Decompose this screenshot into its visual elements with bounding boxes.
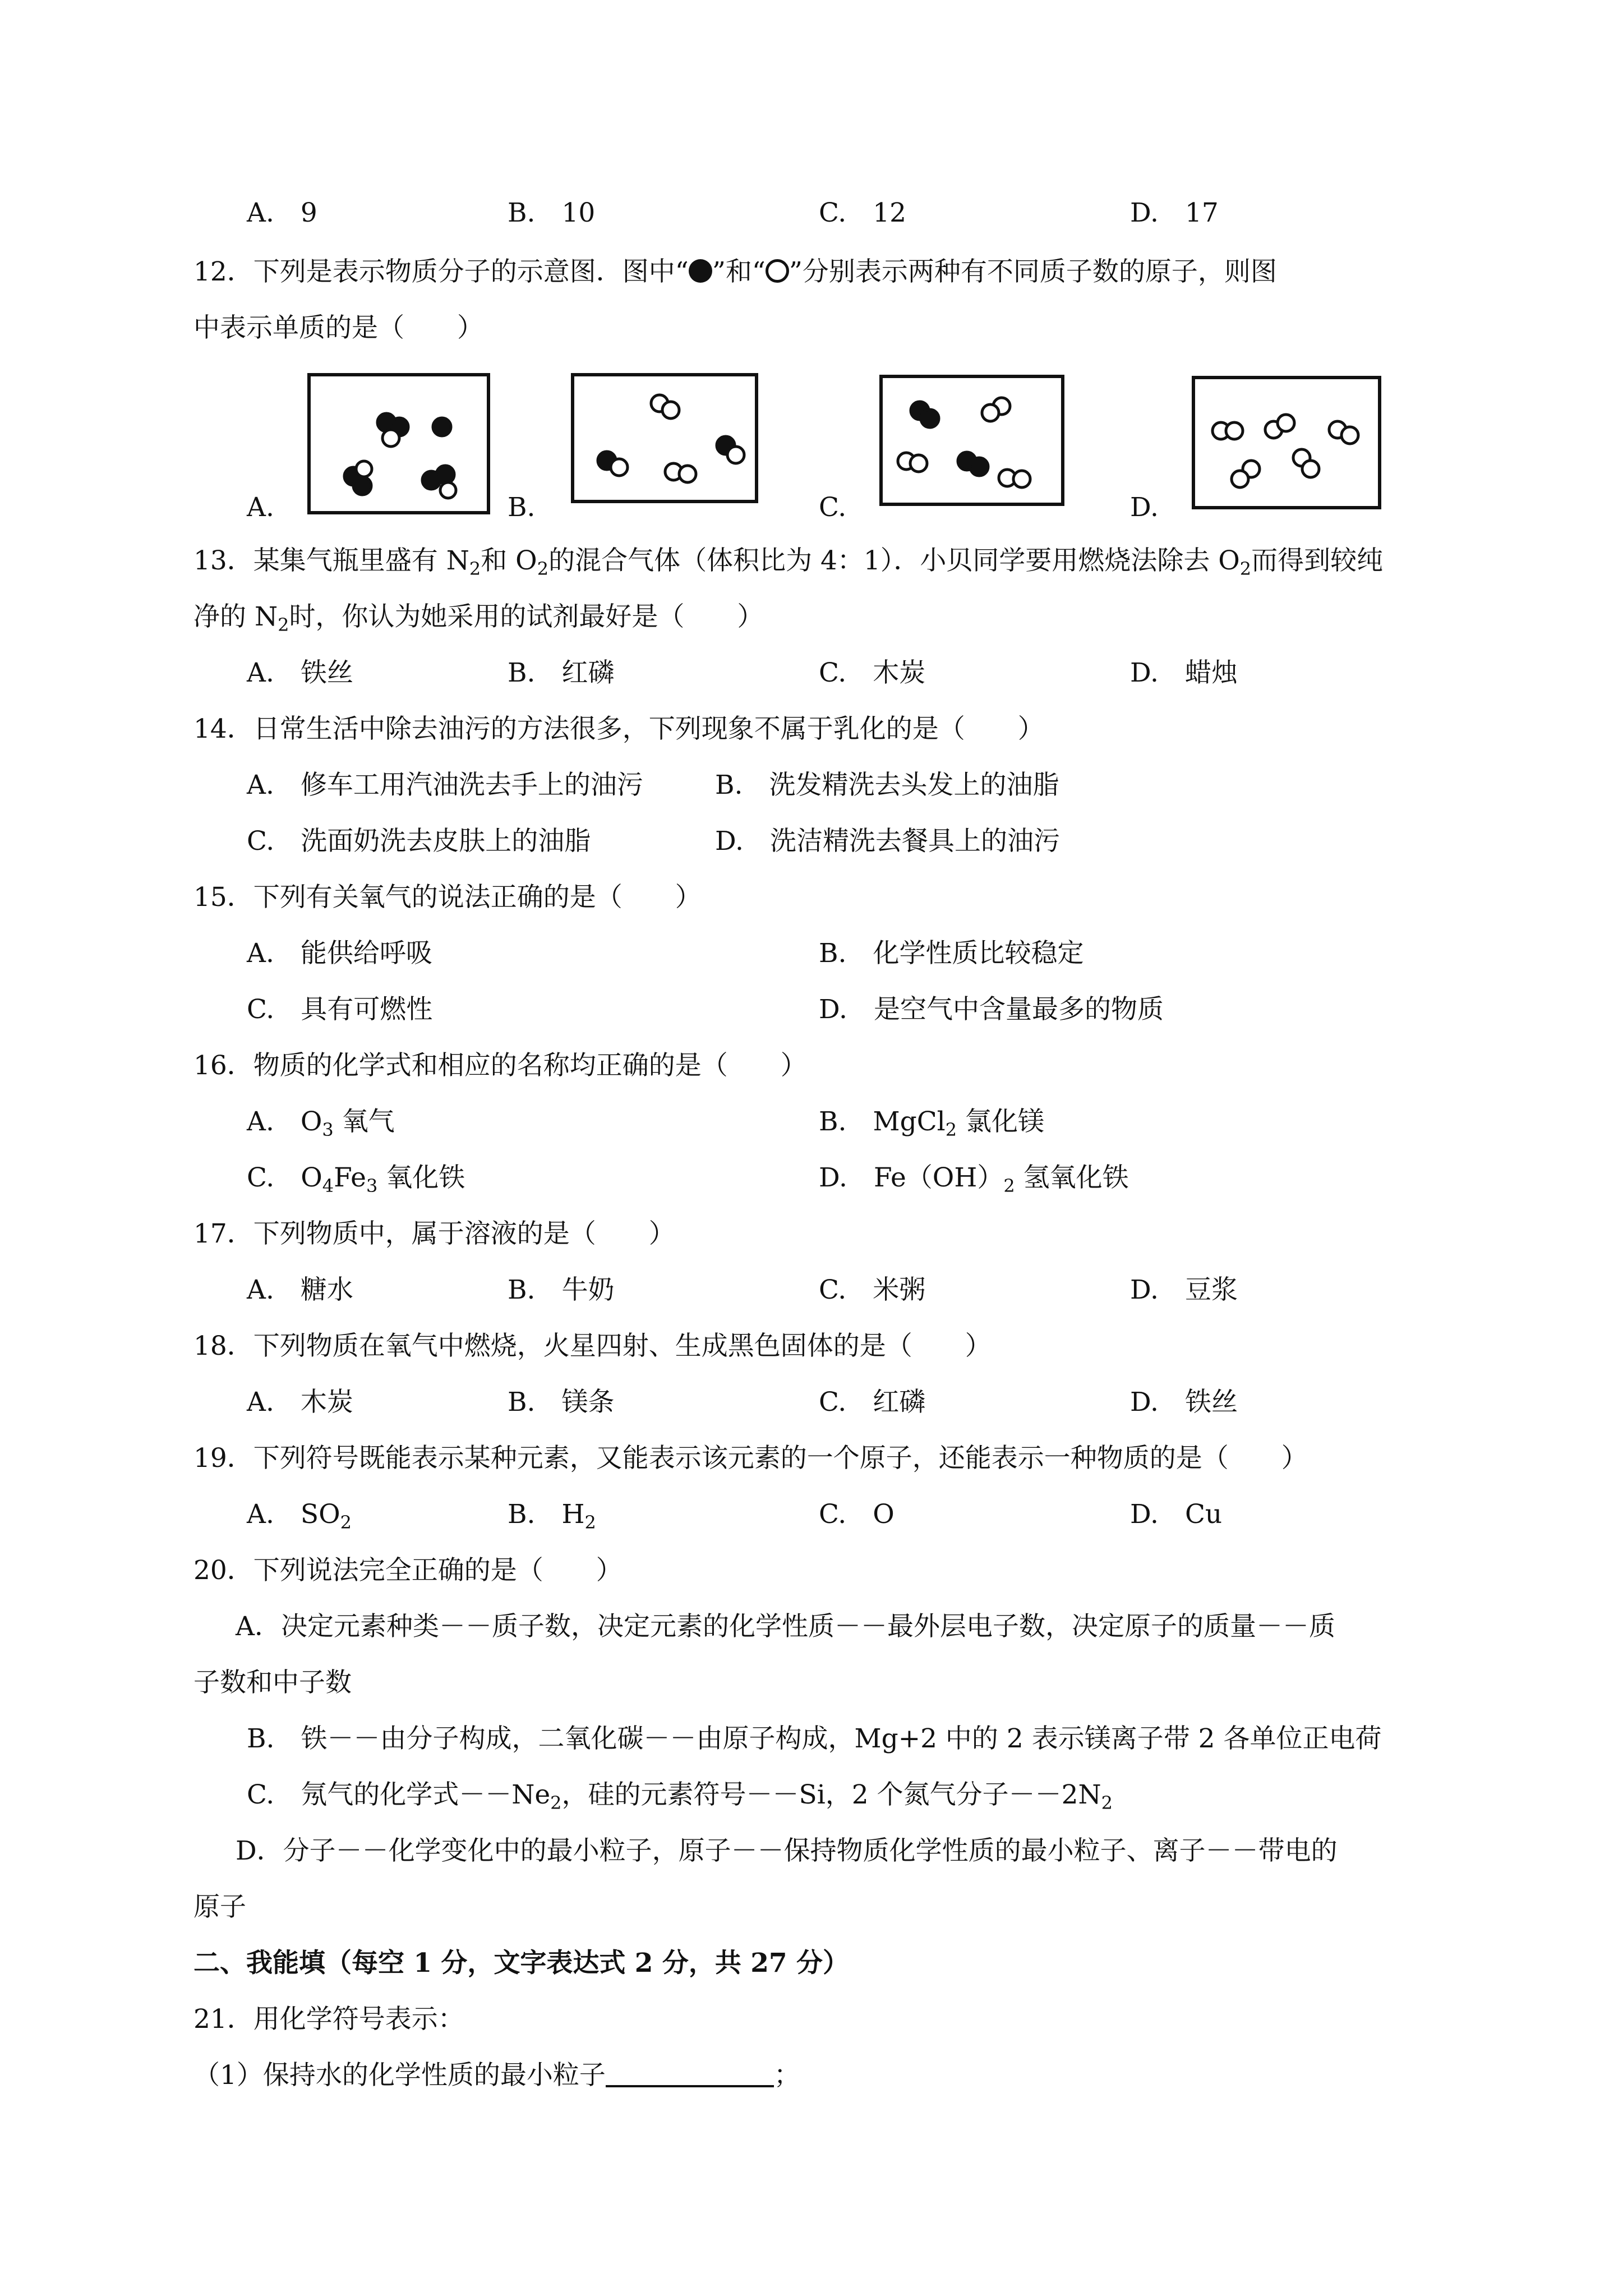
q16-options-row2 [0,1158,1623,1198]
q12-stem-part3: ”分别表示两种有不同质子数的原子，则图 [789,256,1277,287]
q20-option-d-line2: 原子 [193,1892,246,1922]
q18-option-d: D. 铁丝 [1130,1387,1238,1418]
q14-option-c: C. 洗面奶洗去皮肤上的油脂 [247,826,591,857]
q12-stem-line2: 中表示单质的是（ ） [193,312,483,343]
q17-option-a: A. 糖水 [247,1274,353,1305]
q16-option-c: C. $O_4Fe_3$ 氧化铁 [247,1162,465,1197]
q16-stem: 16．物质的化学式和相应的名称均正确的是（ ） [193,1050,807,1081]
q15-options-row1 [0,934,1623,973]
q20-option-a-line1: A．决定元素种类－－质子数，决定元素的化学性质－－最外层电子数，决定原子的质量－－质 [236,1611,1335,1642]
q14-options-row1 [0,766,1623,805]
q15-option-b: B. 化学性质比较稳定 [819,938,1084,969]
q11-option-c: C. 12 [819,197,907,228]
q12-option-label-c: C. [819,492,847,523]
q11-options [0,194,1623,233]
molecule-diagram-d [1195,379,1378,506]
q15-option-d: D. 是空气中含量最多的物质 [819,994,1164,1025]
q12-stem-line1 [0,252,1623,292]
q12-option-label-a: A. [247,492,274,523]
q15-option-c: C. 具有可燃性 [247,994,433,1025]
filled-circle-icon [689,259,712,283]
q17-option-b: B. 牛奶 [508,1274,615,1305]
q12-diagram-c [879,375,1064,506]
q17-option-c: C. 米粥 [819,1274,926,1305]
molecule-diagram-b [574,376,755,500]
answer-blank[interactable] [606,2056,774,2087]
q21-item1: （1）保持水的化学性质的最小粒子 ； [0,2056,1623,2095]
q11-option-a: A. 9 [247,197,317,228]
q12-stem-part1: 12．下列是表示物质分子的示意图．图中“ [193,256,689,287]
q15-options-row2 [0,990,1623,1029]
q18-option-c: C. 红磷 [819,1387,926,1418]
q12-stem-part2: ”和“ [712,256,766,287]
q20-option-b: B. 铁－－由分子构成，二氧化碳－－由原子构成，Mg+2 中的 2 表示镁离子带 2 各单位正电荷 [247,1723,1382,1754]
q18-option-b: B. 镁条 [508,1387,615,1418]
section-heading: 二、我能填（每空 1 分，文字表达式 2 分，共 27 分） [193,1948,849,1978]
q19-options [0,1495,1623,1534]
q15-option-a: A. 能供给呼吸 [247,938,432,969]
q14-options-row2 [0,822,1623,861]
q21-stem: 21．用化学符号表示： [193,2004,464,2035]
q13-option-d: D. 蜡烛 [1130,657,1238,688]
q18-stem: 18．下列物质在氧气中燃烧，火星四射、生成黑色固体的是（ ） [193,1331,992,1361]
q18-options [0,1383,1623,1422]
q17-options [0,1271,1623,1310]
q13-options [0,654,1623,693]
q20-stem: 20．下列说法完全正确的是（ ） [193,1555,623,1586]
q13-option-c: C. 木炭 [819,657,926,688]
q13-stem-line2: 净的 $N_2$时，你认为她采用的试剂最好是（ ） [193,601,764,636]
q12-diagram-b [571,373,758,503]
q13-option-a: A. 铁丝 [247,657,353,688]
q12-diagram-d [1192,376,1381,509]
q11-option-b: B. 10 [508,197,596,228]
q14-stem: 14．日常生活中除去油污的方法很多，下列现象不属于乳化的是（ ） [193,714,1044,744]
q16-option-a: A. $O_3$ 氧气 [247,1106,395,1140]
q19-stem: 19．下列符号既能表示某种元素，又能表示该元素的一个原子，还能表示一种物质的是（ ） [193,1443,1308,1474]
q17-stem: 17．下列物质中，属于溶液的是（ ） [193,1218,675,1249]
q20-option-a-line2: 子数和中子数 [193,1667,352,1698]
q17-option-d: D. 豆浆 [1130,1274,1238,1305]
q19-option-c: C. O [819,1499,895,1530]
q11-option-d: D. 17 [1130,197,1219,228]
q13-option-b: B. 红磷 [508,657,615,688]
q14-option-d: D. 洗洁精洗去餐具上的油污 [715,826,1060,857]
q20-option-d-line1: D．分子－－化学变化中的最小粒子，原子－－保持物质化学性质的最小粒子、离子－－带电的 [236,1835,1338,1866]
q16-option-d: D. $Fe(OH)_2$ 氢氧化铁 [819,1162,1129,1197]
molecule-diagram-c [883,378,1061,503]
q15-stem: 15．下列有关氧气的说法正确的是（ ） [193,882,702,913]
q16-options-row1 [0,1102,1623,1142]
q19-option-b: B. $H_2$ [508,1499,596,1533]
hollow-circle-icon [766,259,789,283]
q14-option-b: B. 洗发精洗去头发上的油脂 [715,770,1059,800]
q12-diagram-a [307,373,490,514]
q14-option-a: A. 修车工用汽油洗去手上的油污 [247,770,643,800]
q13-stem-line1: 13．某集气瓶里盛有 $N_2$和 $O_2$的混合气体（体积比为 4：1）．小贝同学要用燃烧法除去 $O_2$而得到较纯 [193,545,1384,579]
q16-option-b: B. MgCl$_2$ 氯化镁 [819,1106,1044,1140]
q19-option-a: A. $SO_2$ [247,1499,352,1533]
q12-option-label-b: B. [508,492,536,523]
molecule-diagram-a [311,376,487,511]
q18-option-a: A. 木炭 [247,1387,353,1418]
q12-option-label-d: D. [1130,492,1159,523]
q19-option-d: D. Cu [1130,1499,1223,1530]
q20-option-c: C. 氖气的化学式$--Ne_2$，硅的元素符号－－Si，2 个氮气分子$--2N_2$ [247,1779,1113,1814]
